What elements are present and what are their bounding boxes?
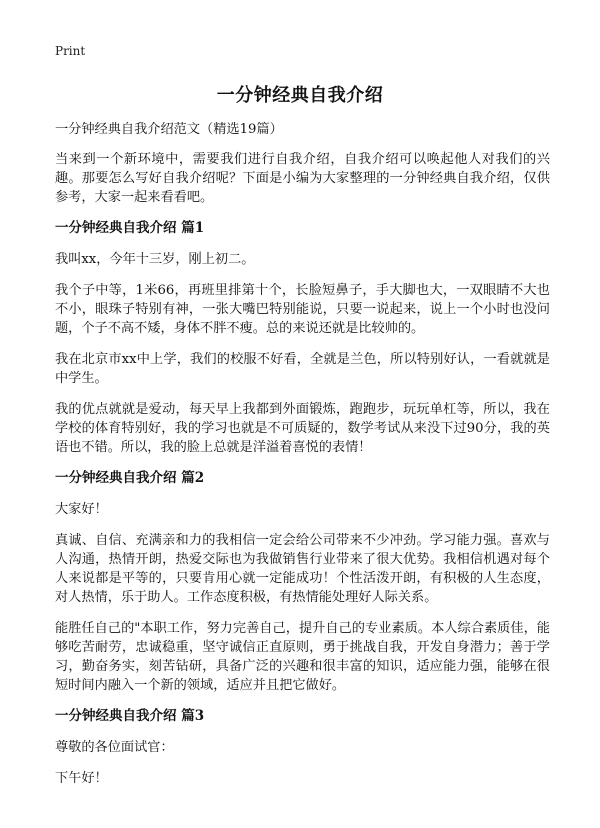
paragraph: 我叫xx，今年十三岁，刚上初二。 — [55, 252, 255, 267]
section-heading: 一分钟经典自我介绍 篇3 — [55, 708, 205, 724]
intro-paragraph: 当来到一个新环境中，需要我们进行自我介绍，自我介绍可以唤起他人对我们的兴趣。那要怎么写好自我介绍呢？下面是小编为大家整理的一分钟经典自我介绍，仅供参考，大家一起来看看吧。 — [55, 152, 550, 205]
document-subtitle: 一分钟经典自我介绍范文（精选19篇） — [55, 122, 283, 137]
paragraph: 我在北京市xx中上学，我们的校服不好看，全就是兰色，所以特别好认，一看就就是中学生。 — [55, 352, 550, 386]
paragraph: 我的优点就就是爱动，每天早上我都到外面锻炼，跑跑步，玩玩单杠等，所以，我在学校的体育特别好，我的学习也就是不可质疑的，数学考试从来没下过90分，我的英语也不错。所以，我的脸上总就是洋溢着喜悦的表情！ — [55, 402, 550, 455]
page-title: 一分钟经典自我介绍 — [216, 85, 384, 106]
paragraph: 下午好！ — [55, 771, 108, 786]
paragraph: 我个子中等，1米66，再班里排第十个，长脸短鼻子，手大脚也大，一双眼睛不大也不小，眼珠子特别有神，一张大嘴巴特别能说，只要一说起来，说上一个小时也没问题，个子不高不矮，身体不胖不瘦。总的来说还就是比较帅的。 — [55, 283, 550, 336]
section-heading: 一分钟经典自我介绍 篇1 — [55, 220, 205, 236]
section-3 — [55, 707, 550, 788]
section-2 — [55, 469, 550, 695]
print-label[interactable]: Print — [55, 44, 86, 58]
paragraph: 尊敬的各位面试官： — [55, 740, 174, 755]
section-1 — [55, 219, 550, 457]
paragraph: 真诚、自信、充满亲和力的我相信一定会给公司带来不少冲劲。学习能力强。喜欢与人沟通，热情开朗，热爱交际也为我做销售行业带来了很大优势。我相信机遇对每个人来说都是平等的，只要肯用心就一定能成功！个性活泼开朗，有积极的人生态度，对人热情，乐于助人。工作态度积极，有热情能处理好人际关系。 — [55, 533, 550, 605]
paragraph: 大家好！ — [55, 502, 108, 517]
document-body — [55, 120, 550, 800]
paragraph: 能胜任自己的"本职工作，努力完善自己，提升自己的专业素质。本人综合素质佳，能够吃苦耐劳，忠诚稳重，坚守诚信正直原则，勇于挑战自我，开发自身潜力；善于学习，勤奋务实，刻苦钻研，具备广泛的兴趣和很丰富的知识，适应能力强，能够在很短时间内融入一个新的领域，适应并且把它做好。 — [55, 621, 550, 693]
section-heading: 一分钟经典自我介绍 篇2 — [55, 470, 205, 486]
